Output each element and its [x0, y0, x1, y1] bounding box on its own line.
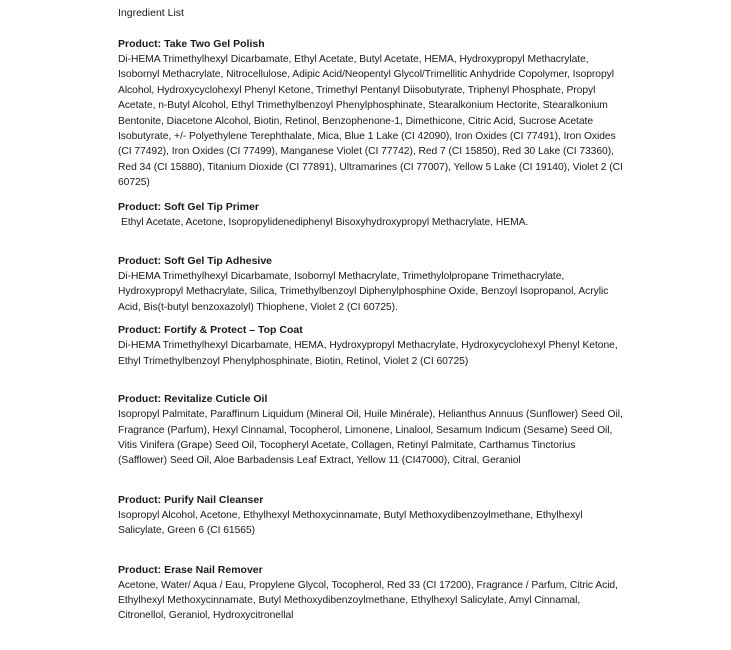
product-section-revitalize-cuticle-oil [118, 392, 623, 469]
product-heading: Product: Fortify & Protect – Top Coat [118, 324, 303, 337]
product-ingredients: Isopropyl Alcohol, Acetone, Ethylhexyl Methoxycinnamate, Butyl Methoxydibenzoylmethane, Ethylhexyl Salicylate, Green 6 (CI 61565) [118, 509, 583, 537]
product-heading: Product: Take Two Gel Polish [118, 38, 265, 50]
product-ingredients: Isopropyl Palmitate, Paraffinum Liquidum (Mineral Oil, Huile Minérale), Helianthus Annuus (Sunflower) Seed Oil, Fragrance (Parfum), Hexyl Cinnamal, Tocopherol, Limonene, Linalool, Sesamum Indicum (Sesame) Seed Oil, Vitis Vinifera (Grape) Seed Oil, Tocopheryl Acetate, Collagen, Retinyl Palmitate, Carthamus Tinctorius (Safflower) Seed Oil, Aloe Barbadensis Leaf Extract, Yellow 11 (CI47000), Citral, Geraniol [118, 409, 623, 467]
product-section-take-two-gel-polish [118, 37, 623, 191]
product-ingredients: Di-HEMA Trimethylhexyl Dicarbamate, HEMA, Hydroxypropyl Methacrylate, Hydroxycyclohexyl Phenyl Ketone, Ethyl Trimethylbenzoyl Phenylphosphinate, Biotin, Retinol, Violet 2 (CI 60725) [118, 340, 618, 367]
product-heading: Product: Soft Gel Tip Adhesive [118, 255, 273, 268]
product-section-purify-nail-cleanser [118, 493, 623, 539]
product-ingredients: Ethyl Acetate, Acetone, Isopropylidenediphenyl Bisoxyhydroxypropyl Methacrylate, HEMA. [121, 216, 529, 228]
document-title: Ingredient List [118, 7, 184, 19]
product-section-fortify-protect-top-coat [118, 323, 623, 369]
product-ingredients: Di-HEMA Trimethylhexyl Dicarbamate, Ethyl Acetate, Butyl Acetate, HEMA, Hydroxypropyl Methacrylate, Isobornyl Methacrylate, Nitrocellulose, Adipic Acid/Neopentyl Glycol/Trimellitic Anhydride Copolymer, Isopropyl Alcohol, Hydroxycyclohexyl Phenyl Ketone, Trimethyl Pentanyl Diisobutyrate, Triphenyl Phosphate, Propyl Acetate, n-Butyl Alcohol, Ethyl Trimethylbenzoyl Phenylphosphinate, Stearalkonium Hectorite, Stearalkonium Bentonite, Diacetone Alcohol, Biotin, Retinol, Benzophenone-1, Dimethicone, Citric Acid, Sucrose Acetate Isobutyrate, +/- Polyethylene Terephthalate, Mica, Blue 1 Lake (CI 42090), Iron Oxides (CI 77491), Iron Oxides (CI 77492), Iron Oxides (CI 77499), Manganese Violet (CI 77742), Red 7 (CI 15850), Red 30 Lake (CI 73360), Red 34 (CI 15880), Titanium Dioxide (CI 77891), Ultramarines (CI 77007), Yellow 5 Lake (CI 19140), Violet 2 (CI 60725) [118, 54, 623, 189]
product-section-erase-nail-remover [118, 563, 623, 624]
product-heading: Product: Purify Nail Cleanser [118, 493, 264, 506]
product-ingredients: Acetone, Water/ Aqua / Eau, Propylene Glycol, Tocopherol, Red 33 (CI 17200), Fragrance / Parfum, Citric Acid, Ethylhexyl Methoxycinnamate, Butyl Methoxydibenzoylmethane, Ethylhexyl Salicylate, Amyl Cinnamal, Citronellol, Geraniol, Hydroxycitronellal [118, 579, 618, 622]
product-heading: Product: Soft Gel Tip Primer [118, 200, 259, 213]
document-page [118, 6, 623, 624]
product-heading: Product: Erase Nail Remover [118, 563, 263, 576]
product-heading: Product: Revitalize Cuticle Oil [118, 393, 268, 406]
product-section-soft-gel-tip-primer [118, 200, 623, 230]
product-ingredients: Di-HEMA Trimethylhexyl Dicarbamate, Isobornyl Methacrylate, Trimethylolpropane Trimethacrylate, Hydroxypropyl Methacrylate, Silica, Trimethylbenzoyl Diphenylphosphine Oxide, Benzoyl Isopropanol, Acrylic Acid, Bis(t-butyl benzoxazolyl) Thiophene, Violet 2 (CI 60725). [118, 271, 609, 313]
product-section-soft-gel-tip-adhesive [118, 254, 623, 315]
